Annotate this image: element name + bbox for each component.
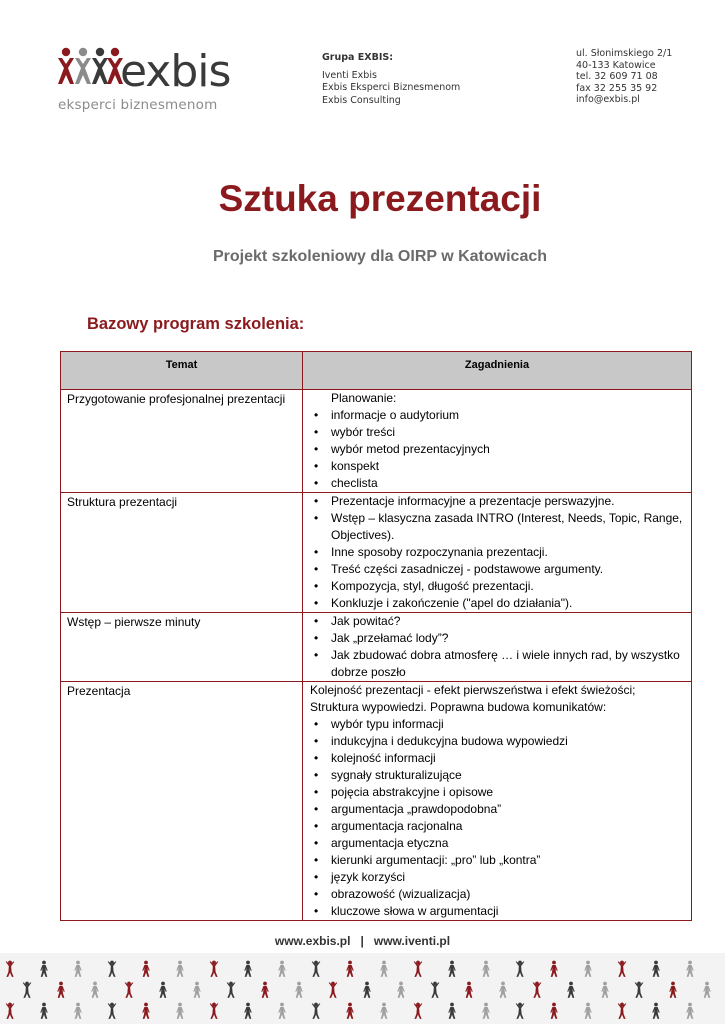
issues-list [303,613,691,681]
bullet-icon: • [314,802,319,816]
bullet-icon: • [314,819,319,833]
logo-figure-icon [75,48,91,84]
topic-cell [61,493,303,613]
list-item [310,595,691,612]
footer-figures-pattern [0,953,725,1024]
address-fax: fax 32 255 35 92 [576,82,658,94]
bullet-icon: • [314,904,319,918]
list-item-text: argumentacja racjonalna [331,819,463,833]
address-phone: tel. 32 609 71 08 [576,71,658,82]
table-row [61,682,692,921]
issues-list [303,493,691,612]
bullet-icon: • [314,648,319,662]
list-item-text: wybór typu informacji [331,717,444,731]
list-item-text: pojęcia abstrakcyjne i opisowe [331,785,494,799]
bullet-icon: • [314,562,319,576]
list-item [310,750,691,767]
list-item [310,801,691,818]
list-item-text: Inne sposoby rozpoczynania prezentacji. [331,545,548,559]
address-email[interactable]: info@exbis.pl [576,94,640,105]
bullet-icon: • [314,768,319,782]
list-item-text: argumentacja etyczna [331,836,449,850]
address-street: ul. Słonimskiego 2/1 [576,48,673,59]
topic-text: Prezentacja [67,684,131,698]
list-item [310,613,691,630]
bullet-icon: • [314,785,319,799]
list-item-text: informacje o audytorium [331,408,460,422]
topic-cell [61,682,303,921]
column-header-issues: Zagadnienia [303,352,692,390]
bullet-icon: • [314,408,319,422]
list-item-text: wybór treści [331,425,396,439]
footer-link-exbis[interactable]: www.exbis.pl [274,934,351,948]
logo-tagline: eksperci biznesmenom [58,97,218,113]
topic-text: Struktura prezentacji [67,495,178,509]
group-line: Iventi Exbis [322,69,377,81]
list-item [310,716,691,733]
list-item [310,903,691,920]
bullet-icon: • [314,545,319,559]
bullet-icon: • [314,459,319,473]
list-item [310,869,691,886]
page-title: Sztuka prezentacji [218,178,542,219]
list-item [310,424,691,441]
bullet-icon: • [314,853,319,867]
list-item [310,544,691,561]
bullet-icon: • [314,442,319,456]
logo-figure-icon [92,48,108,84]
bullet-icon: • [314,751,319,765]
list-item-text: Kompozycja, styl, długość prezentacji. [331,579,534,593]
logo-wordmark: exbis [120,46,231,97]
issues-cell [303,493,692,613]
list-item [310,818,691,835]
list-item-text: konspekt [331,459,380,473]
list-item-text: argumentacja „prawdopodobna” [331,802,502,816]
list-item [310,475,691,492]
list-item-text: Jak „przełamać lody”? [331,631,449,645]
list-item-text: Jak powitać? [331,614,401,628]
issues-cell [303,682,692,921]
list-item [310,510,691,544]
bullet-icon: • [314,870,319,884]
list-item-text: wybór metod prezentacyjnych [331,442,490,456]
list-item-text: Prezentacje informacyjne a prezentacje perswazyjne. [331,494,615,508]
table-row [61,390,692,493]
bullet-icon: • [314,614,319,628]
bullet-icon: • [314,579,319,593]
bullet-icon: • [314,596,319,610]
bullet-icon: • [314,717,319,731]
list-item-text: Konkluzje i zakończenie ("apel do działania"). [331,596,573,610]
list-item-text: indukcyjna i dedukcyjna budowa wypowiedzi [331,734,568,748]
column-header-topic: Temat [61,352,303,390]
topic-text: Wstęp – pierwsze minuty [67,615,201,629]
bullet-icon: • [314,494,319,508]
list-item-text: Jak zbudować dobra atmosferę … i wiele innych rad, by wszystko dobrze poszło [331,648,680,679]
page-subtitle: Projekt szkoleniowy dla OIRP w Katowicach [212,248,548,265]
list-item-text: checlista [331,476,378,490]
list-item [310,458,691,475]
table-row [61,493,692,613]
topic-text: Przygotowanie profesjonalnej prezentacji [67,392,286,406]
list-item [310,733,691,750]
section-heading: Bazowy program szkolenia: [87,315,305,333]
issues-intro: Kolejność prezentacji - efekt pierwszeństwa i efekt świeżości; Struktura wypowiedzi. Poprawna budowa komunikatów: [310,683,636,714]
group-line: Exbis Eksperci Biznesmenom [322,82,461,93]
list-item-text: Wstęp – klasyczna zasada INTRO (Interest, Needs, Topic, Range, Objectives). [331,511,683,542]
contact-address [576,48,672,106]
list-item [310,441,691,458]
list-item [310,784,691,801]
issues-list [303,407,691,492]
group-info [322,52,460,107]
list-item-text: obrazowość (wizualizacja) [331,887,471,901]
issues-list [303,716,691,920]
footer-separator: | [360,934,364,948]
list-item-text: język korzyści [331,870,406,884]
address-city: 40-133 Katowice [576,59,656,71]
list-item [310,630,691,647]
group-line: Exbis Consulting [322,94,401,106]
bullet-icon: • [314,511,319,525]
bullet-icon: • [314,631,319,645]
issues-lead: Planowanie: [331,391,397,405]
list-item-text: kluczowe słowa w argumentacji [331,904,499,918]
topic-cell [61,390,303,493]
logo-figure-icon [58,48,74,84]
table-row [61,613,692,682]
list-item [310,561,691,578]
table-header-row [61,352,692,390]
list-item-text: Treść części zasadniczej - podstawowe argumenty. [331,562,604,576]
list-item [310,407,691,424]
topic-cell [61,613,303,682]
list-item-text: sygnały strukturalizujące [331,768,462,782]
list-item [310,767,691,784]
issues-cell [303,613,692,682]
footer-links [0,934,725,948]
bullet-icon: • [314,887,319,901]
issues-cell [303,390,692,493]
bullet-icon: • [314,836,319,850]
list-item [310,852,691,869]
list-item [310,578,691,595]
list-item [310,835,691,852]
list-item-text: kierunki argumentacji: „pro” lub „kontra” [331,853,541,867]
group-title: Grupa EXBIS: [322,52,393,63]
bullet-icon: • [314,734,319,748]
bullet-icon: • [314,425,319,439]
bullet-icon: • [314,476,319,490]
list-item-text: kolejność informacji [331,751,436,765]
list-item [310,493,691,510]
list-item [310,647,691,681]
list-item [310,886,691,903]
footer-link-iventi[interactable]: www.iventi.pl [373,934,451,948]
program-table [60,351,692,921]
